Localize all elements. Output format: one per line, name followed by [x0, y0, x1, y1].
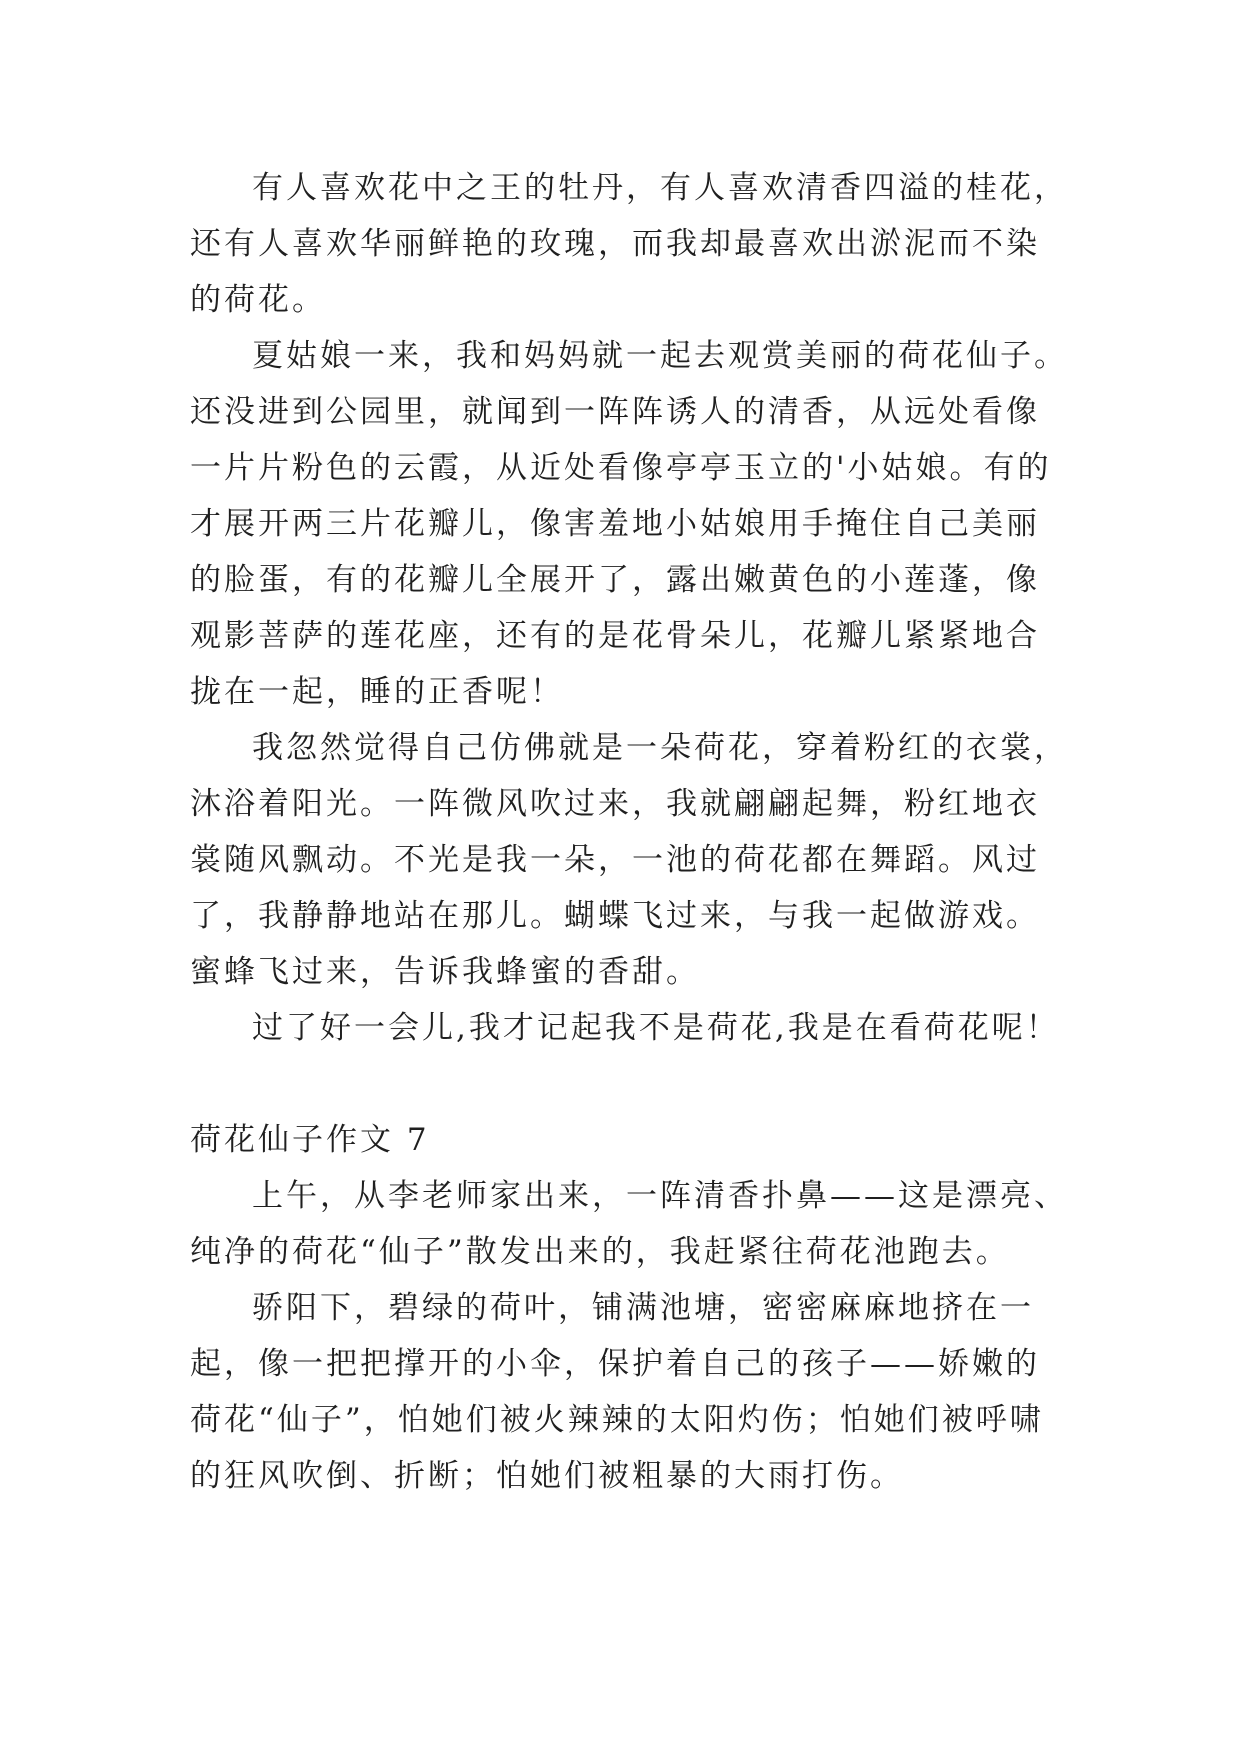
document-body	[190, 160, 1070, 1504]
paragraph: 过了好一会儿,我才记起我不是荷花,我是在看荷花呢！	[252, 1010, 1060, 1046]
paragraph: 夏姑娘一来，我和妈妈就一起去观赏美丽的荷花仙子。还没进到公园里，就闻到一阵阵诱人的清香，从远处看像一片片粉色的云霞，从近处看像亭亭玉立的'小姑娘。有的才展开两三片花瓣儿，像害羞地小姑娘用手掩住自己美丽的脸蛋，有的花瓣儿全展开了，露出嫩黄色的小莲蓬，像观影菩萨的莲花座，还有的是花骨朵儿，花瓣儿紧紧地合拢在一起，睡的正香呢！	[190, 338, 1068, 710]
paragraph: 我忽然觉得自己仿佛就是一朵荷花，穿着粉红的衣裳，沐浴着阳光。一阵微风吹过来，我就翩翩起舞，粉红地衣裳随风飘动。不光是我一朵，一池的荷花都在舞蹈。风过了，我静静地站在那儿。蝴蝶飞过来，与我一起做游戏。蜜蜂飞过来，告诉我蜂蜜的香甜。	[190, 730, 1068, 990]
paragraph: 有人喜欢花中之王的牡丹，有人喜欢清香四溢的桂花，还有人喜欢华丽鲜艳的玫瑰，而我却最喜欢出淤泥而不染的荷花。	[190, 170, 1068, 318]
paragraph: 骄阳下，碧绿的荷叶，铺满池塘，密密麻麻地挤在一起，像一把把撑开的小伞，保护着自己的孩子——娇嫩的荷花“仙子”，怕她们被火辣辣的太阳灼伤；怕她们被呼啸的狂风吹倒、折断；怕她们被粗暴的大雨打伤。	[190, 1290, 1044, 1494]
section-title: 荷花仙子作文 7	[190, 1122, 430, 1158]
paragraph: 上午，从李老师家出来，一阵清香扑鼻——这是漂亮、纯净的荷花“仙子”散发出来的，我赶紧往荷花池跑去。	[190, 1178, 1068, 1270]
